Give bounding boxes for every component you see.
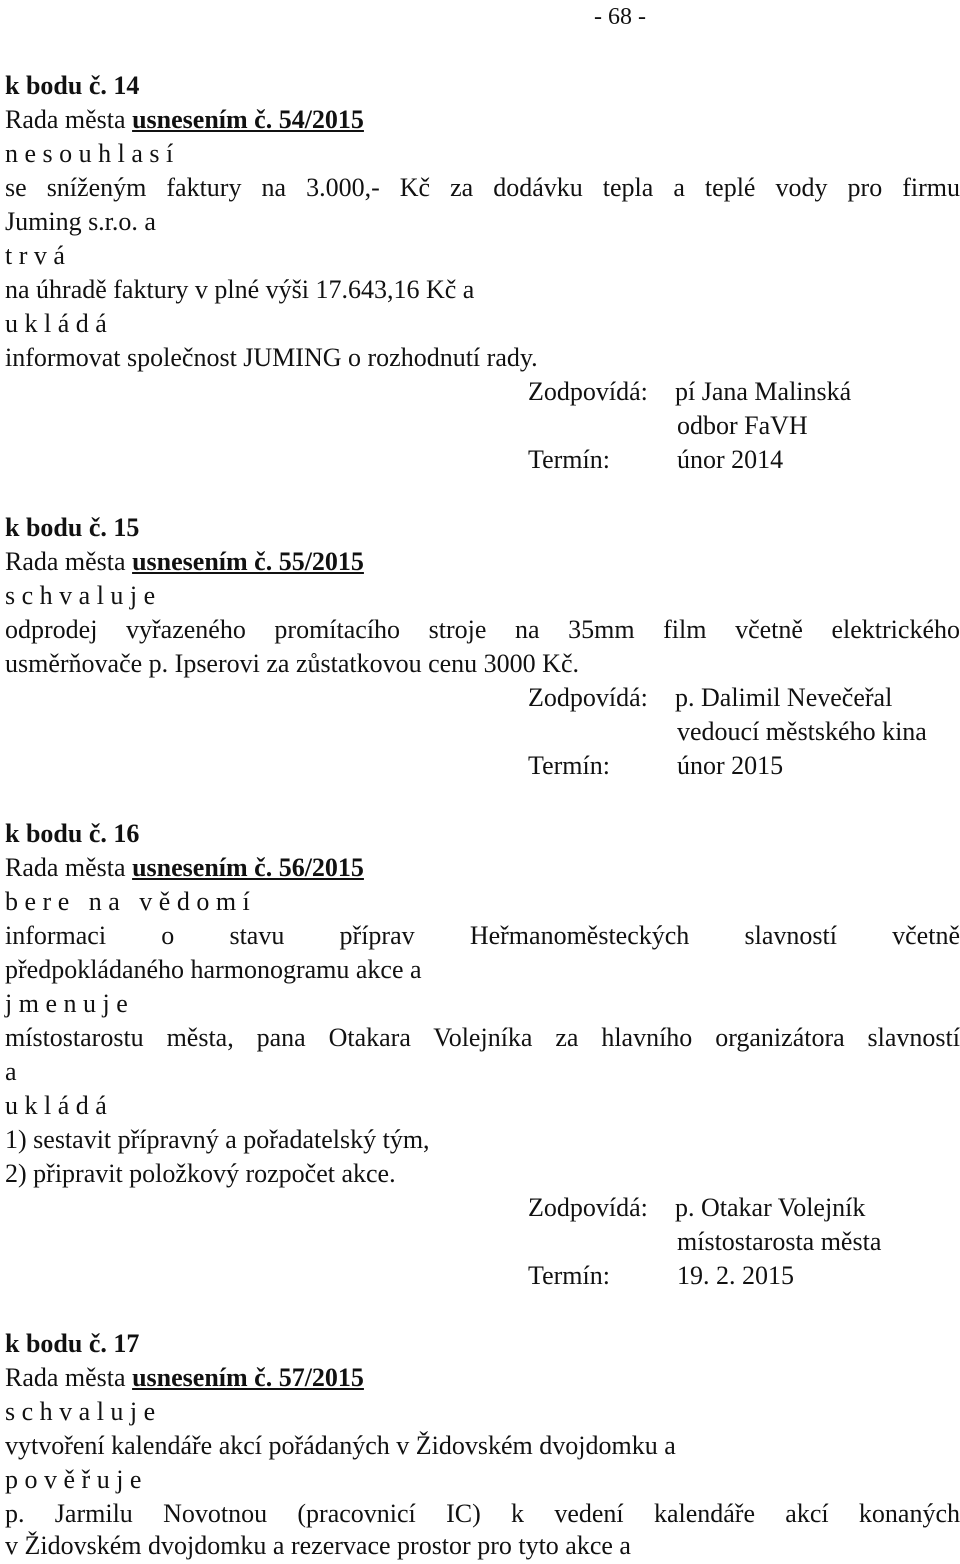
resolution-number: usnesením č. 54/2015 <box>132 105 364 134</box>
paragraph-line: p. Jarmilu Novotnou (pracovnicí IC) k vedení kalendáře akcí konaných <box>5 1499 960 1528</box>
resolution-number: usnesením č. 57/2015 <box>132 1363 364 1392</box>
section-heading: k bodu č. 16 <box>5 819 140 848</box>
section-heading: k bodu č. 15 <box>5 513 140 542</box>
page-number: - 68 - <box>594 4 646 30</box>
rada-prefix: Rada města <box>5 853 133 882</box>
verb: s c h v a l u j e <box>5 1397 156 1426</box>
resolution-line <box>5 546 364 578</box>
verb: t r v á <box>5 241 65 270</box>
paragraph-line: informaci o stavu příprav Heřmanoměsteckých slavností včetně <box>5 921 960 950</box>
responsible-role: odbor FaVH <box>677 411 808 440</box>
paragraph-line: se sníženým faktury na 3.000,- Kč za dodávku tepla a teplé vody pro firmu <box>5 173 960 202</box>
verb: p o v ě ř u j e <box>5 1465 142 1494</box>
verb: s c h v a l u j e <box>5 581 156 610</box>
resolution-number: usnesením č. 55/2015 <box>132 547 364 576</box>
responsible-role: místostarosta města <box>677 1227 882 1256</box>
verb: u k l á d á <box>5 309 107 338</box>
term-label: Termín: <box>528 1261 610 1290</box>
paragraph-line: a <box>5 1057 17 1086</box>
resolution-line <box>5 852 364 884</box>
term-value: únor 2015 <box>677 751 784 780</box>
resolution-line <box>5 104 364 136</box>
paragraph-line: usměrňovače p. Ipserovi za zůstatkovou cenu 3000 Kč. <box>5 649 579 678</box>
paragraph-line: předpokládaného harmonogramu akce a <box>5 955 422 984</box>
resolution-line <box>5 1362 364 1394</box>
paragraph-line: informovat společnost JUMING o rozhodnutí rady. <box>5 343 538 372</box>
list-item: 1) sestavit přípravný a pořadatelský tým, <box>5 1125 430 1154</box>
paragraph-line: vytvoření kalendáře akcí pořádaných v Židovském dvojdomku a <box>5 1431 676 1460</box>
section-heading: k bodu č. 14 <box>5 71 140 100</box>
rada-prefix: Rada města <box>5 547 133 576</box>
paragraph-line: na úhradě faktury v plné výši 17.643,16 Kč a <box>5 275 475 304</box>
paragraph-line: odprodej vyřazeného promítacího stroje na 35mm film včetně elektrického <box>5 615 960 644</box>
responsible-name: p. Dalimil Nevečeřal <box>675 683 893 712</box>
verb: n e s o u h l a s í <box>5 139 174 168</box>
rada-prefix: Rada města <box>5 105 133 134</box>
responsible-name: pí Jana Malinská <box>675 377 852 406</box>
verb: j m e n u j e <box>5 989 128 1018</box>
paragraph-line: místostarostu města, pana Otakara Volejníka za hlavního organizátora slavností <box>5 1023 960 1052</box>
verb: b e r e n a v ě d o m í <box>5 887 250 916</box>
term-value: únor 2014 <box>677 445 784 474</box>
list-item: 2) připravit položkový rozpočet akce. <box>5 1159 396 1188</box>
responsible-name: p. Otakar Volejník <box>675 1193 866 1222</box>
section-heading: k bodu č. 17 <box>5 1329 140 1358</box>
resolution-number: usnesením č. 56/2015 <box>132 853 364 882</box>
rada-prefix: Rada města <box>5 1363 133 1392</box>
responsible-label: Zodpovídá: <box>528 1193 648 1222</box>
term-value: 19. 2. 2015 <box>677 1261 794 1290</box>
verb: u k l á d á <box>5 1091 107 1120</box>
term-label: Termín: <box>528 445 610 474</box>
paragraph-line: v Židovském dvojdomku a rezervace prostor pro tyto akce a <box>5 1531 631 1560</box>
responsible-label: Zodpovídá: <box>528 377 648 406</box>
term-label: Termín: <box>528 751 610 780</box>
responsible-label: Zodpovídá: <box>528 683 648 712</box>
responsible-role: vedoucí městského kina <box>677 717 927 746</box>
paragraph-line: Juming s.r.o. a <box>5 207 156 236</box>
